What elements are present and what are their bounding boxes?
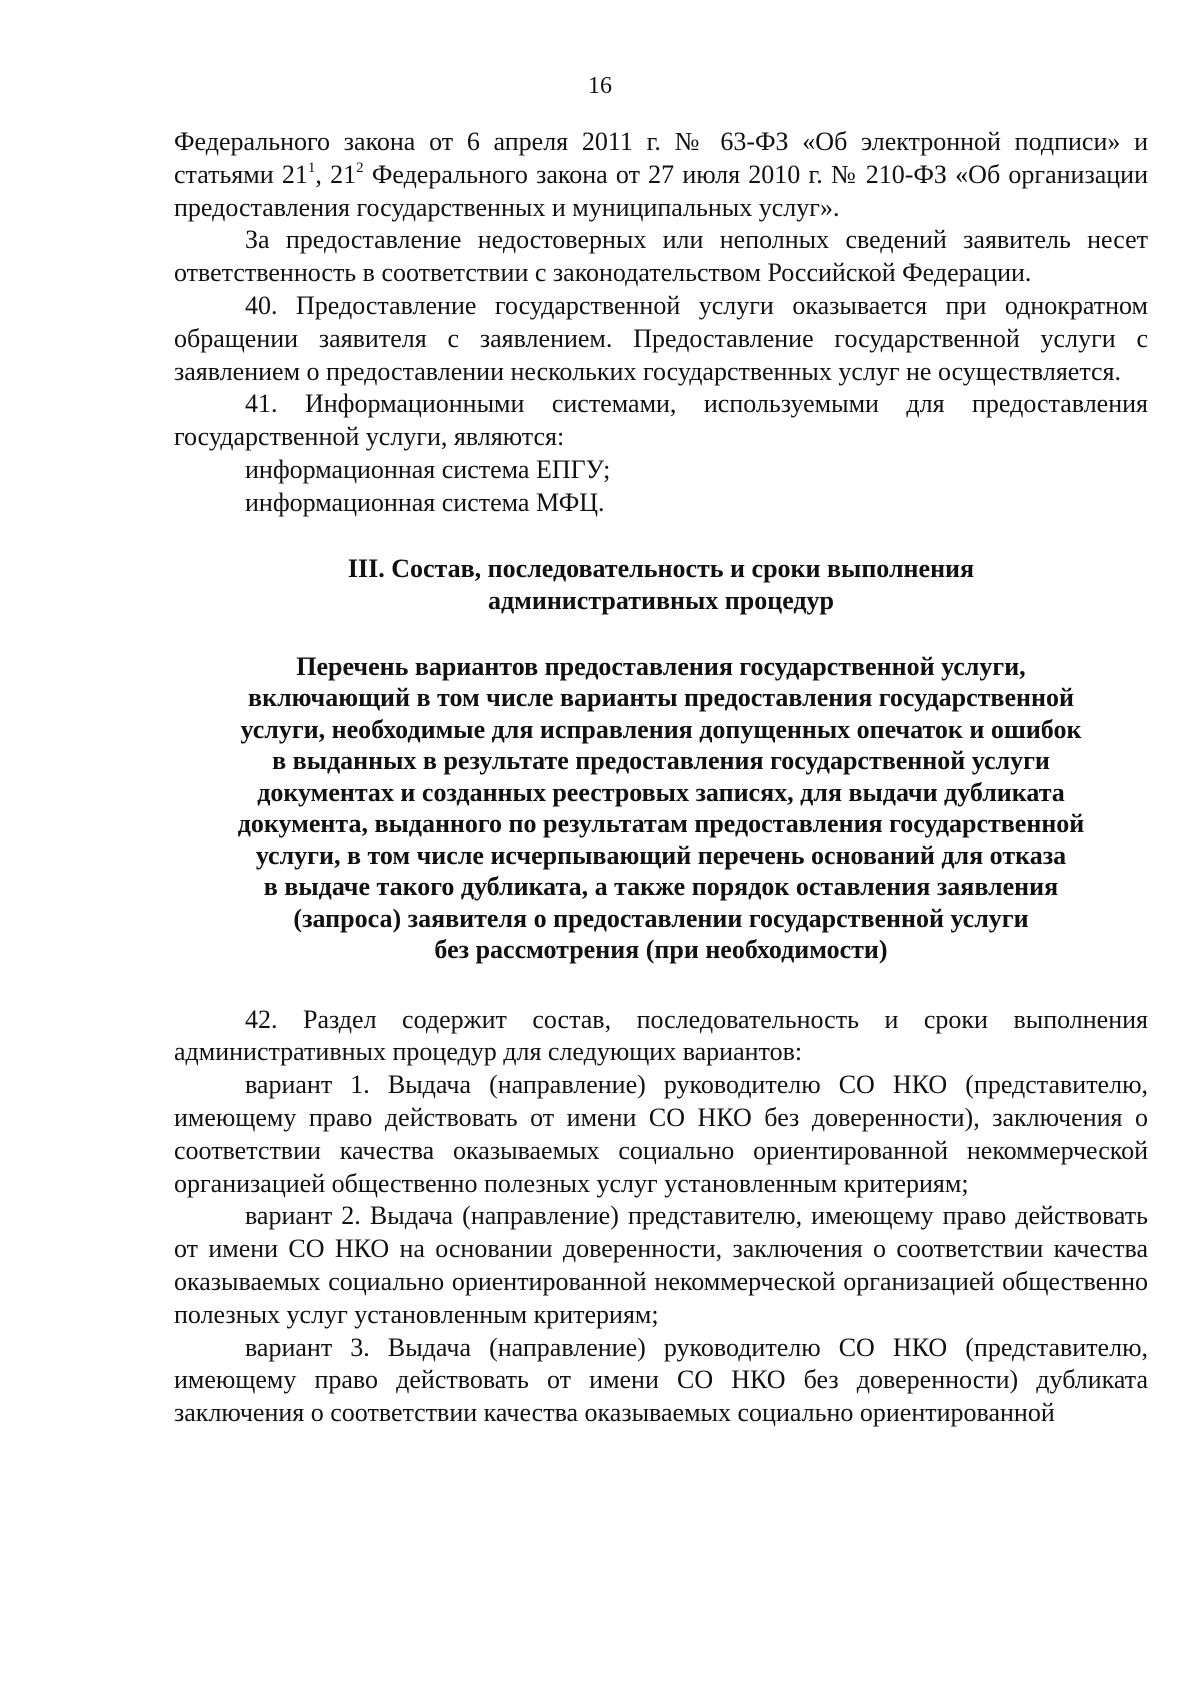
subsection-heading-line: документах и созданных реестровых записях, для выдачи дубликата	[257, 777, 1065, 807]
list-item-epgu: информационная система ЕПГУ;	[245, 454, 611, 484]
paragraph-42: 42. Раздел содержит состав, последовательность и сроки выполнения административных процедур для следующих вариантов:	[174, 1004, 1148, 1067]
subsection-heading-line: в выданных в результате предоставления государственной услуги	[272, 746, 1050, 776]
paragraph-41: 41. Информационными системами, используемыми для предоставления государственной услуги, являются:	[174, 389, 1148, 452]
section-heading-line: административных процедур	[487, 586, 835, 616]
subsection-heading-line: Перечень вариантов предоставления государственной услуги,	[296, 651, 1026, 681]
text-fragment: Федерального закона от 6 апреля 2011 г. № 63-ФЗ «Об электронной подписи» и статьями 21	[174, 127, 1148, 189]
paragraph-continuation	[174, 126, 1148, 224]
document-body	[174, 126, 1148, 1430]
subsection-heading-line: (запроса) заявителя о предоставлении государственной услуги	[293, 903, 1029, 933]
text-fragment: Федерального закона от 27 июля 2010 г. № 210-ФЗ «Об организации предоставления государственных и муниципальных услуг».	[174, 159, 1148, 222]
paragraph-40: 40. Предоставление государственной услуги оказывается при однократном обращении заявителя с заявлением. Предоставление государственной услуги с заявлением о предоставлении нескольких государственных услуг не осуществляется.	[174, 290, 1148, 386]
section-heading	[174, 553, 1148, 618]
list-item-mfc: информационная система МФЦ.	[245, 487, 605, 517]
paragraph-responsibility: За предоставление недостоверных или неполных сведений заявитель несет ответственность в соответствии с законодательством Российской Федерации.	[174, 225, 1148, 288]
variant-1: вариант 1. Выдача (направление) руководителю СО НКО (представителю, имеющему право действовать от имени СО НКО без доверенности), заключения о соответствии качества оказываемых социально ориентированной некоммерческой организацией общественно полезных услуг установленным критериям;	[174, 1070, 1148, 1198]
superscript: 1	[307, 159, 316, 176]
subsection-heading-line: без рассмотрения (при необходимости)	[434, 935, 888, 965]
subsection-heading-line: включающий в том числе варианты предоставления государственной	[248, 683, 1074, 713]
superscript: 2	[356, 159, 364, 176]
subsection-heading-line: услуги, необходимые для исправления допущенных опечаток и ошибок	[240, 714, 1082, 744]
section-heading-line: III. Состав, последовательность и сроки выполнения	[347, 553, 975, 583]
subsection-heading-line: документа, выданного по результатам предоставления государственной	[237, 809, 1085, 839]
variant-2: вариант 2. Выдача (направление) представителю, имеющему право действовать от имени СО НКО на основании доверенности, заключения о соответствии качества оказываемых социально ориентированной некоммерческой организацией общественно полезных услуг установленным критериям;	[174, 1201, 1148, 1329]
text-fragment: , 21	[315, 159, 357, 189]
page-number: 16	[588, 73, 612, 99]
subsection-heading-line: в выдаче такого дубликата, а также порядок оставления заявления	[263, 872, 1059, 902]
subsection-heading-line: услуги, в том числе исчерпывающий перечень оснований для отказа	[255, 840, 1067, 870]
variant-3: вариант 3. Выдача (направление) руководителю СО НКО (представителю, имеющему право действовать от имени СО НКО без доверенности) дубликата заключения о соответствии качества оказываемых социально ориентированной	[174, 1332, 1148, 1428]
subsection-heading	[174, 651, 1148, 966]
